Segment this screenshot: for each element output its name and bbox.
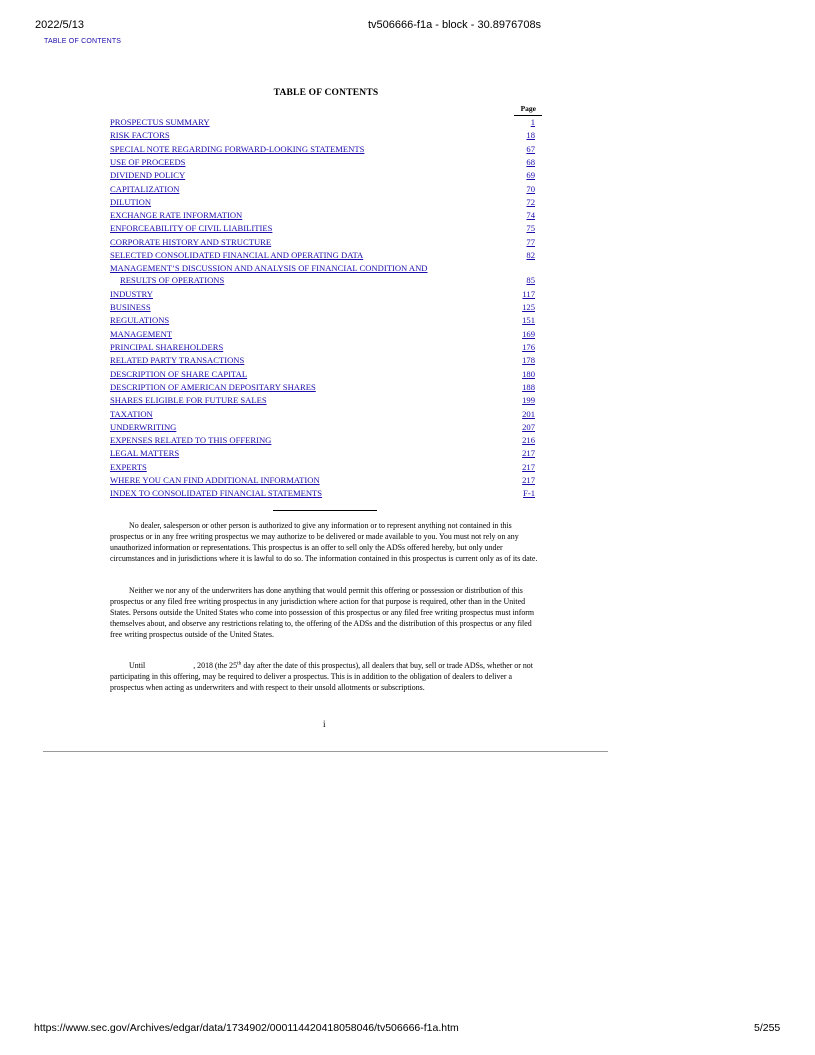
toc-entry-link[interactable]: REGULATIONS — [110, 315, 170, 326]
toc-entry-link[interactable]: USE OF PROCEEDS — [110, 156, 186, 167]
toc-entry-page-link[interactable]: 1 — [530, 117, 535, 127]
toc-entry-page-link[interactable]: 201 — [522, 408, 535, 419]
toc-entry — [110, 116, 542, 128]
offering-restriction-text: Neither we nor any of the underwriters has done anything that would permit this offering or possession or distribution of this prospectus or any filed free writing prospectus in any jurisdiction where action for that purpose is required, other than in the United States. Persons outside the United States who come into possession of this prospectus or any filed free writing prospectus must inform themselves about, and observe any restrictions relating to, the offering of the ADSs and the distribution of this prospectus or any filed free writing prospectus outside of the United States. — [110, 586, 535, 639]
toc-entry — [110, 394, 542, 406]
disclaimer-paragraph — [110, 521, 540, 565]
toc-entry-link[interactable]: SELECTED CONSOLIDATED FINANCIAL AND OPERATING DATA — [110, 250, 364, 260]
toc-entry-link[interactable]: SHARES ELIGIBLE FOR FUTURE SALES — [110, 395, 267, 406]
toc-entry-link[interactable]: UNDERWRITING — [110, 421, 177, 432]
toc-entry — [110, 487, 542, 499]
ordinal-suffix: th — [237, 660, 242, 667]
toc-entry-link[interactable]: MANAGEMENT’S DISCUSSION AND ANALYSIS OF FINANCIAL CONDITION AND — [110, 263, 428, 274]
toc-entry-link[interactable]: MANAGEMENT — [110, 328, 173, 339]
toc-entry-link[interactable]: WHERE YOU CAN FIND ADDITIONAL INFORMATION — [110, 475, 320, 485]
toc-entry — [110, 381, 542, 393]
toc-entry — [110, 328, 542, 340]
toc-entry-page-link[interactable]: 74 — [526, 210, 535, 221]
toc-entry — [110, 461, 542, 473]
toc-entry-link[interactable]: EXPENSES RELATED TO THIS OFFERING — [110, 435, 272, 446]
toc-entry-page-link[interactable]: 72 — [526, 196, 535, 207]
toc-entry — [110, 249, 542, 261]
toc-entry — [110, 288, 542, 300]
toc-entry — [110, 314, 542, 326]
toc-entry-page-link[interactable]: 117 — [522, 288, 535, 299]
toc-entry-link[interactable]: BUSINESS — [110, 302, 151, 313]
toc-entry-page-link[interactable]: 125 — [522, 302, 535, 313]
toc-entry-link[interactable]: ENFORCEABILITY OF CIVIL LIABILITIES — [110, 223, 273, 234]
toc-entry-page-link[interactable]: 68 — [526, 156, 535, 167]
toc-entry-page-link[interactable]: 18 — [526, 130, 535, 141]
toc-entry — [110, 169, 542, 181]
toc-entry-page-link[interactable]: 217 — [522, 461, 535, 472]
toc-entry-link[interactable]: INDUSTRY — [110, 288, 153, 299]
toc-entry — [110, 447, 542, 459]
toc-entry — [110, 196, 542, 208]
offering-restriction-paragraph — [110, 586, 540, 641]
toc-entry — [110, 354, 542, 366]
toc-entry-link[interactable]: RELATED PARTY TRANSACTIONS — [110, 355, 245, 366]
print-header-title: tv506666-f1a - block - 30.8976708s — [368, 19, 542, 31]
toc-entry — [110, 368, 542, 380]
toc-entry — [110, 421, 542, 433]
toc-entry-link[interactable]: DILUTION — [110, 196, 152, 207]
page-column-header: Page — [520, 104, 536, 113]
dealer-delivery-paragraph — [110, 661, 540, 694]
toc-entry-page-link[interactable]: 70 — [526, 183, 535, 194]
toc-entry-link[interactable]: PROSPECTUS SUMMARY — [110, 117, 210, 127]
toc-entry-link-continued[interactable]: RESULTS OF OPERATIONS — [120, 275, 225, 286]
page-bottom-rule — [43, 751, 608, 752]
toc-entry-page-link[interactable]: 82 — [526, 250, 535, 260]
toc-entry-link[interactable]: SPECIAL NOTE REGARDING FORWARD-LOOKING STATEMENTS — [110, 143, 365, 154]
toc-entry-page-link[interactable]: 216 — [522, 435, 535, 446]
toc-entry — [110, 341, 542, 353]
toc-entry-page-link[interactable]: 169 — [522, 328, 535, 339]
toc-entry-page-link[interactable]: 75 — [526, 223, 535, 234]
section-divider — [273, 510, 377, 511]
toc-top-link[interactable]: TABLE OF CONTENTS — [44, 38, 122, 45]
toc-entry-link[interactable]: TAXATION — [110, 408, 153, 419]
toc-entry-page-link[interactable]: 151 — [522, 315, 535, 326]
toc-entry-link[interactable]: INDEX TO CONSOLIDATED FINANCIAL STATEMENTS — [110, 488, 323, 499]
toc-entry-page-link[interactable]: 77 — [526, 236, 535, 247]
toc-entry — [110, 222, 542, 234]
toc-entry — [110, 183, 542, 195]
toc-entry-page-link[interactable]: 188 — [522, 381, 535, 392]
print-footer-page: 5/255 — [754, 1022, 781, 1034]
toc-entry-page-link[interactable]: 217 — [522, 475, 535, 485]
toc-entry-link[interactable]: EXPERTS — [110, 461, 147, 472]
print-footer-url: https://www.sec.gov/Archives/edgar/data/1734902/000114420418058046/tv506666-f1a.htm — [34, 1022, 459, 1034]
toc-entry — [110, 209, 542, 221]
toc-entry-link[interactable]: DIVIDEND POLICY — [110, 170, 186, 181]
toc-entry-page-link[interactable]: 176 — [522, 342, 535, 352]
disclaimer-text: No dealer, salesperson or other person is authorized to give any information or to represent anything not contained in this prospectus or in any free writing prospectus we may authorize to be delivered or made available to you. You must not rely on any unauthorized information or representations. This prospectus is an offer to sell only the ADSs offered hereby, but only under circumstances and in jurisdictions where it is lawful to do so. The information contained in this prospectus is current only as of its date. — [110, 521, 538, 563]
toc-entry-page-link[interactable]: 180 — [522, 368, 535, 379]
until-word: Until — [129, 661, 146, 670]
toc-entry-link[interactable]: CORPORATE HISTORY AND STRUCTURE — [110, 236, 272, 247]
toc-entry — [110, 434, 542, 446]
page-number: i — [323, 719, 326, 729]
toc-entry-page-link[interactable]: 199 — [522, 395, 535, 406]
toc-entry-link[interactable]: PRINCIPAL SHAREHOLDERS — [110, 342, 224, 352]
toc-entry-link[interactable]: RISK FACTORS — [110, 130, 170, 141]
toc-entry — [110, 236, 542, 248]
toc-entry-link[interactable]: DESCRIPTION OF SHARE CAPITAL — [110, 368, 248, 379]
toc-entry-link[interactable]: EXCHANGE RATE INFORMATION — [110, 210, 243, 221]
toc-entry-page-link[interactable]: 85 — [526, 275, 535, 286]
toc-entry — [110, 129, 542, 141]
toc-entry-page-link[interactable]: 67 — [526, 143, 535, 154]
toc-entry-link[interactable]: CAPITALIZATION — [110, 183, 180, 194]
toc-entry — [110, 474, 542, 486]
toc-entry-link[interactable]: LEGAL MATTERS — [110, 448, 180, 459]
toc-entry-page-link[interactable]: 178 — [522, 355, 535, 366]
year-text: , 2018 (the 25 — [193, 661, 238, 670]
toc-entry — [110, 262, 542, 286]
toc-entry-page-link[interactable]: 69 — [526, 170, 535, 181]
toc-entry — [110, 143, 542, 155]
dealer-delivery-text: day after the date of this prospectus), all dealers that buy, sell or trade ADSs, whether or not participating in this offering, may be required to deliver a prospectus. This is in addition to the obligation of dealers to deliver a prospectus when acting as underwriters and with respect to their unsold allotments or subscriptions. — [110, 661, 533, 692]
toc-entry-page-link[interactable]: 207 — [522, 421, 535, 432]
toc-entry — [110, 156, 542, 168]
toc-entry — [110, 408, 542, 420]
toc-entry-page-link[interactable]: 217 — [522, 448, 535, 459]
toc-heading: TABLE OF CONTENTS — [273, 88, 379, 98]
toc-entry — [110, 301, 542, 313]
toc-entry-link[interactable]: DESCRIPTION OF AMERICAN DEPOSITARY SHARES — [110, 381, 316, 392]
print-header-date: 2022/5/13 — [35, 19, 84, 31]
toc-entry-page-link[interactable]: F-1 — [523, 488, 535, 499]
